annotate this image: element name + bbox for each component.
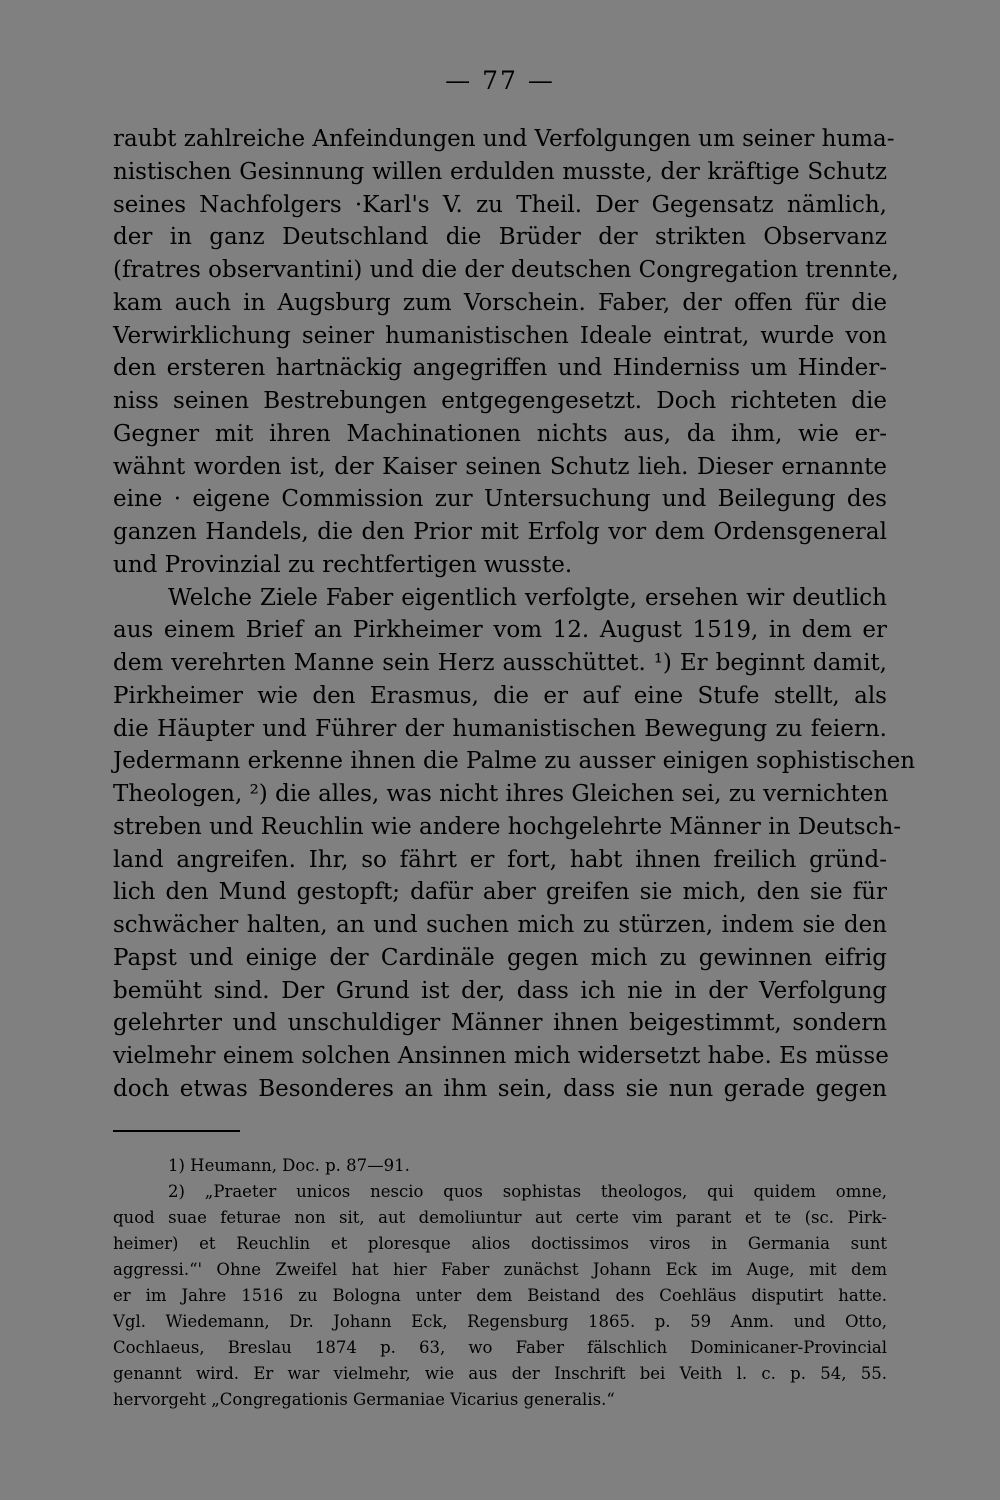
text-line: dem verehrten Manne sein Herz ausschüttet. ¹) Er beginnt damit, xyxy=(113,650,887,676)
text-line: der in ganz Deutschland die Brüder der strikten Observanz xyxy=(113,224,887,251)
footnote-line: heimer) et Reuchlin et ploresque alios doctissimos viros in Germania sunt xyxy=(113,1234,887,1253)
footnote-line: Cochlaeus, Breslau 1874 p. 63, wo Faber fälschlich Dominicaner-Provincial xyxy=(113,1338,887,1357)
text-line: Verwirklichung seiner humanistischen Ideale eintrat, wurde von xyxy=(113,322,887,349)
text-line: den ersteren hartnäckig angegriffen und Hinderniss um Hinder- xyxy=(113,355,887,382)
body-text xyxy=(113,123,916,1106)
text-line: bemüht sind. Der Grund ist der, dass ich nie in der Verfolgung xyxy=(113,977,887,1004)
text-line: Papst und einige der Cardinäle gegen mich zu gewinnen eifrig xyxy=(113,944,887,971)
text-line: lich den Mund gestopft; dafür aber greifen sie mich, den sie für xyxy=(113,879,887,906)
text-line: Jedermann erkenne ihnen die Palme zu ausser einigen sophistischen xyxy=(113,748,916,775)
page-number: — 77 — xyxy=(445,66,555,95)
text-line: doch etwas Besonderes an ihm sein, dass sie nun gerade gegen xyxy=(113,1075,887,1102)
text-line: vielmehr einem solchen Ansinnen mich widersetzt habe. Es müsse xyxy=(113,1043,889,1069)
footnote-line: aggressi.“' Ohne Zweifel hat hier Faber zunächst Johann Eck im Auge, mit dem xyxy=(113,1260,887,1279)
text-line: nistischen Gesinnung willen erdulden musste, der kräftige Schutz xyxy=(113,158,887,185)
text-line: Theologen, ²) die alles, was nicht ihres Gleichen sei, zu vernichten xyxy=(113,781,889,807)
footnote-divider xyxy=(113,1130,240,1132)
footnote-line: 1) Heumann, Doc. p. 87—91. xyxy=(168,1156,410,1175)
text-line: die Häupter und Führer der humanistischen Bewegung zu feiern. xyxy=(113,715,887,742)
text-line: (fratres observantini) und die der deutschen Congregation trennte, xyxy=(113,257,899,283)
text-line: streben und Reuchlin wie andere hochgelehrte Männer in Deutsch- xyxy=(113,813,902,840)
text-line: gelehrter und unschuldiger Männer ihnen beigestimmt, sondern xyxy=(113,1010,887,1037)
footnote-line: er im Jahre 1516 zu Bologna unter dem Beistand des Coehläus disputirt hatte. xyxy=(113,1286,887,1305)
text-line: und Provinzial zu rechtfertigen wusste. xyxy=(113,551,573,578)
text-line: raubt zahlreiche Anfeindungen und Verfolgungen um seiner huma- xyxy=(113,126,895,152)
text-line: land angreifen. Ihr, so fährt er fort, habt ihnen freilich gründ- xyxy=(113,846,887,873)
text-line: Pirkheimer wie den Erasmus, die er auf eine Stufe stellt, als xyxy=(113,682,887,709)
text-line: wähnt worden ist, der Kaiser seinen Schutz lieh. Dieser ernannte xyxy=(113,453,887,480)
text-line: schwächer halten, an und suchen mich zu stürzen, indem sie den xyxy=(113,912,887,938)
text-line: Gegner mit ihren Machinationen nichts aus, da ihm, wie er- xyxy=(113,420,887,447)
text-line: niss seinen Bestrebungen entgegengesetzt. Doch richteten die xyxy=(113,388,887,414)
footnote-line: hervorgeht „Congregationis Germaniae Vicarius generalis.“ xyxy=(113,1390,615,1409)
footnotes xyxy=(113,1153,887,1413)
footnote-line: quod suae feturae non sit, aut demoliuntur aut certe vim parant et te (sc. Pirk- xyxy=(113,1208,887,1227)
footnote-line: Vgl. Wiedemann, Dr. Johann Eck, Regensburg 1865. p. 59 Anm. und Otto, xyxy=(113,1312,887,1331)
text-line: Welche Ziele Faber eigentlich verfolgte, ersehen wir deutlich xyxy=(168,584,887,611)
text-line: kam auch in Augsburg zum Vorschein. Faber, der offen für die xyxy=(113,289,887,316)
text-line: seines Nachfolgers ·Karl's V. zu Theil. Der Gegensatz nämlich, xyxy=(113,191,887,218)
text-line: aus einem Brief an Pirkheimer vom 12. August 1519, in dem er xyxy=(113,617,887,644)
footnote-line: 2) „Praeter unicos nescio quos sophistas theologos, qui quidem omne, xyxy=(168,1182,887,1201)
text-line: eine · eigene Commission zur Untersuchung und Beilegung des xyxy=(113,486,887,513)
footnote-line: genannt wird. Er war vielmehr, wie aus der Inschrift bei Veith l. c. p. 54, 55. xyxy=(113,1364,887,1383)
text-line: ganzen Handels, die den Prior mit Erfolg vor dem Ordensgeneral xyxy=(113,519,887,545)
